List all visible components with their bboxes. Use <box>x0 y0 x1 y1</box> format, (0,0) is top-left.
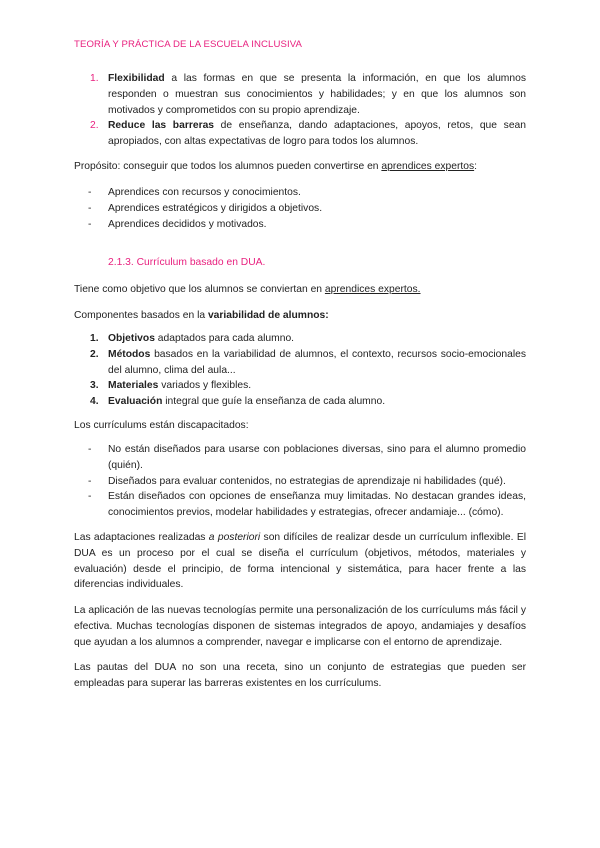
list-item-text: No están diseñados para usarse con poblaciones diversas, sino para el alumno promedio (quién). <box>108 444 526 471</box>
principles-list <box>74 71 526 150</box>
expert-list <box>74 185 526 232</box>
list-number: 1. <box>90 333 99 344</box>
component-term: Evaluación <box>108 396 163 408</box>
list-item: - Diseñados para evaluar contenidos, no estrategias de aprendizaje ni habilidades (qué). <box>88 475 506 487</box>
component-text: variados y flexibles. <box>158 380 252 392</box>
list-item: - Aprendices estratégicos y dirigidos a objetivos. <box>88 202 323 214</box>
components-paragraph <box>74 308 526 324</box>
components-bold: variabilidad de alumnos: <box>207 310 329 321</box>
section-heading: 2.1.3. Currículum basado en DUA. <box>108 257 266 268</box>
running-header: TEORÍA Y PRÁCTICA DE LA ESCUELA INCLUSIVA <box>74 39 303 50</box>
list-item: - Están diseñados con opciones de enseñanza muy limitadas. No destacan grandes ideas, conocimientos previos, modelar habilidades y estrategias, ofrecer andamiaje... (cómo). <box>88 491 526 519</box>
component-term: Objetivos <box>108 333 155 344</box>
component-term: Materiales <box>108 380 159 392</box>
list-number: 2. <box>90 348 99 360</box>
purpose-paragraph <box>74 159 526 175</box>
technology-text: La aplicación de las nuevas tecnologías permite una personalización de los currículums más fácil y efectiva. Muchas tecnologías disponen de sistemas integrados de apoyo, andamiajes y desafíos que ayudan a los alumnos a comprender, navegar e implicarse con el entorno de aprendizaje. <box>74 605 526 648</box>
component-list <box>74 331 526 410</box>
principle-text: de enseñanza, dando adaptaciones, apoyos, retos, que sean apropiados, con altas expectativas de logro para todos los alumnos. <box>108 120 526 148</box>
purpose-link-term: aprendices expertos <box>381 161 475 172</box>
principles-list-block <box>74 71 526 150</box>
list-item-text: Aprendices estratégicos y dirigidos a objetivos. <box>108 202 323 214</box>
purpose-prefix: Propósito: conseguir que todos los alumnos pueden convertirse en <box>74 161 382 172</box>
list-item <box>74 71 526 118</box>
principle-term: Reduce las barreras <box>108 120 215 132</box>
disabled-list <box>74 442 526 521</box>
list-item: - Aprendices decididos y motivados. <box>88 218 267 230</box>
component-text: integral que guíe la enseñanza de cada alumno. <box>162 396 386 408</box>
principle-term: Flexibilidad <box>108 73 165 84</box>
list-item-text: Están diseñados con opciones de enseñanza muy limitadas. No destacan grandes ideas, conocimientos previos, modelar habilidades y estrategias, ofrecer andamiaje... (cómo). <box>108 491 526 519</box>
list-item <box>74 118 526 150</box>
disabled-list-block <box>74 442 526 521</box>
list-number: 1. <box>90 73 99 84</box>
component-list-block <box>74 331 526 410</box>
objective-link-term: aprendices expertos. <box>324 284 421 295</box>
expert-list-block <box>74 185 526 232</box>
technology-paragraph <box>74 603 526 650</box>
adaptations-italic: a posteriori <box>208 532 261 543</box>
list-item-text: Diseñados para evaluar contenidos, no estrategias de aprendizaje ni habilidades (qué). <box>108 475 506 487</box>
list-item: - Aprendices con recursos y conocimientos. <box>88 187 301 198</box>
list-item <box>74 378 526 394</box>
list-item-text: Aprendices decididos y motivados. <box>108 218 267 230</box>
component-text: basados en la variabilidad de alumnos, el contexto, recursos socio-emocionales del alumno, clima del aula... <box>108 348 526 376</box>
component-text: adaptados para cada alumno. <box>154 333 295 344</box>
list-number: 2. <box>90 120 99 132</box>
list-item-text: Aprendices con recursos y conocimientos. <box>108 187 301 198</box>
list-item <box>74 394 526 410</box>
components-prefix: Componentes basados en la <box>74 310 208 321</box>
objective-paragraph <box>74 282 526 298</box>
adaptations-suffix: son difíciles de realizar desde un currículum inflexible. El DUA es un proceso por el cual se diseña el currículum (objetivos, métodos, materiales y evaluación) desde el principio, de forma intencional y sistemática, para hacer frente a las diferencias individuales. <box>74 532 526 591</box>
list-number: 4. <box>90 396 99 408</box>
guidelines-text: Las pautas del DUA no son una receta, sino un conjunto de estrategias que pueden ser empleadas para superar las barreras existentes en los currículums. <box>74 662 526 689</box>
component-term: Métodos <box>108 348 151 360</box>
disabled-intro-block <box>74 418 526 434</box>
disabled-intro: Los currículums están discapacitados: <box>74 420 249 431</box>
objective-prefix: Tiene como objetivo que los alumnos se conviertan en <box>74 284 325 295</box>
list-item <box>74 331 526 347</box>
principle-text: a las formas en que se presenta la información, en que los alumnos responden o muestran sus conocimientos y habilidades; y en que los alumnos son motivados y comprometidos con su propio aprendizaje. <box>108 73 526 116</box>
list-number: 3. <box>90 380 99 392</box>
guidelines-paragraph <box>74 660 526 692</box>
purpose-suffix: : <box>474 161 477 172</box>
list-item <box>74 347 526 379</box>
adaptations-prefix: Las adaptaciones realizadas <box>74 532 209 543</box>
list-item: - No están diseñados para usarse con poblaciones diversas, sino para el alumno promedio (quién). <box>88 444 526 471</box>
section-heading-block <box>108 255 526 271</box>
adaptations-paragraph <box>74 530 526 593</box>
